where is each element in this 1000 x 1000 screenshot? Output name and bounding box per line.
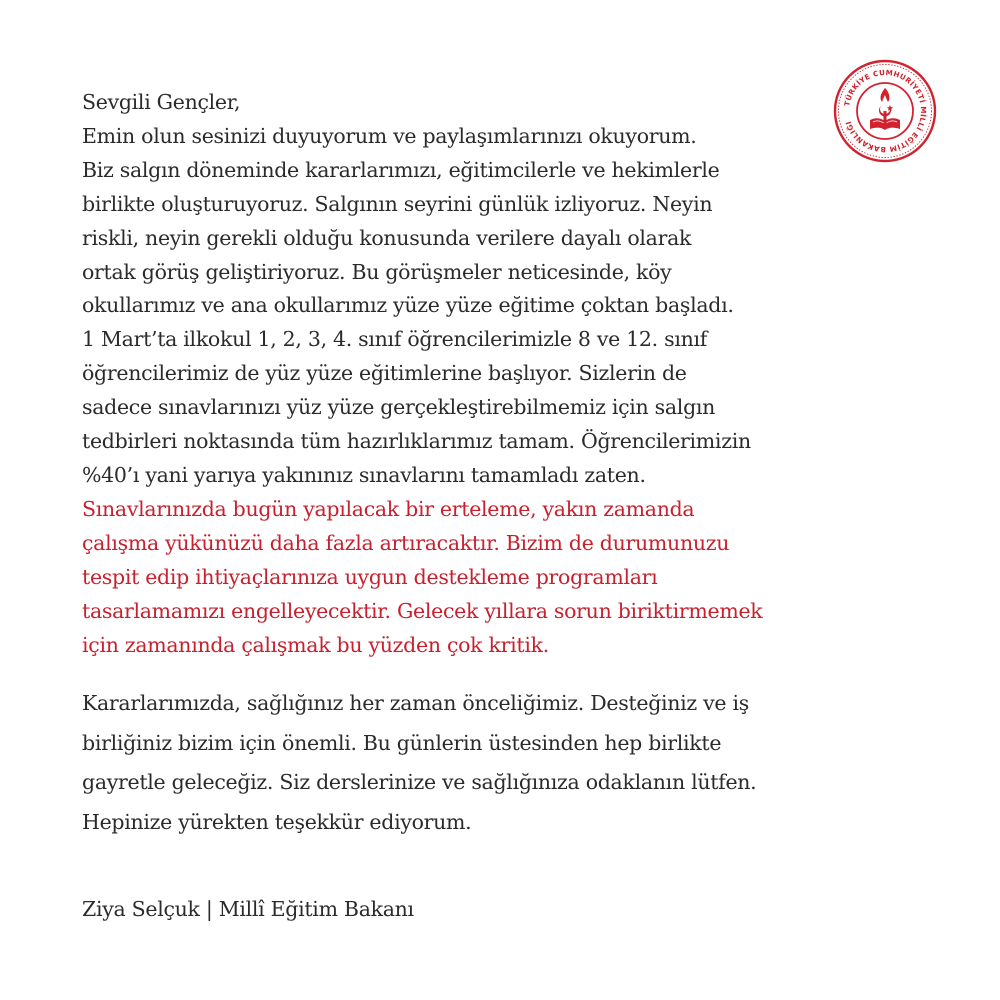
letter-line: okullarımız ve ana okullarımız yüze yüze eğitime çoktan başladı. <box>82 293 734 318</box>
letter-line: birliğiniz bizim için önemli. Bu günlerin üstesinden hep birlikte <box>82 730 722 755</box>
letter-paragraph-1 <box>82 86 882 662</box>
letter-paragraph-2 <box>82 684 882 842</box>
letter-body <box>82 86 882 842</box>
letter-line: Sevgili Gençler, <box>82 90 241 114</box>
letter-line: öğrencilerimiz de yüz yüze eğitimlerine başlıyor. Sizlerin de <box>82 361 687 386</box>
letter-line: %40’ı yani yarıya yakınınız sınavlarını tamamladı zaten. <box>82 462 646 487</box>
letter-line: tedbirleri noktasında tüm hazırlıklarımız tamam. Öğrencilerimizin <box>82 429 751 454</box>
highlighted-line: tespit edip ihtiyaçlarınıza uygun destekleme programları <box>82 564 658 589</box>
highlighted-line: için zamanında çalışmak bu yüzden çok kritik. <box>82 632 549 657</box>
signature: Ziya Selçuk | Millî Eğitim Bakanı <box>82 897 414 921</box>
highlighted-line: tasarlamamızı engelleyecektir. Gelecek yıllara sorun biriktirmemek <box>82 598 763 623</box>
letter-line: riskli, neyin gerekli olduğu konusunda verilere dayalı olarak <box>82 225 692 250</box>
highlighted-line: Sınavlarınızda bugün yapılacak bir erteleme, yakın zamanda <box>82 496 695 521</box>
letter-line: ortak görüş geliştiriyoruz. Bu görüşmeler neticesinde, köy <box>82 259 672 284</box>
seal-lettering <box>842 68 928 154</box>
letter-line: 1 Mart’ta ilkokul 1, 2, 3, 4. sınıf öğrencilerimizle 8 ve 12. sınıf <box>82 327 708 352</box>
letter-line: gayretle geleceğiz. Siz derslerinize ve sağlığınıza odaklanın lütfen. <box>82 770 757 795</box>
highlighted-line: çalışma yükünüzü daha fazla artıracaktır. Bizim de durumunuzu <box>82 530 730 555</box>
letter-line: Hepinize yürekten teşekkür ediyorum. <box>82 809 472 834</box>
seal-lettering-path: TÜRKİYE CUMHURİYETİ MİLLÎ EĞİTİM BAKANLIĞI <box>842 67 929 155</box>
letter-line: sadece sınavlarınızı yüz yüze gerçekleştirebilmemiz için salgın <box>82 395 716 420</box>
letter-line: Biz salgın döneminde kararlarımızı, eğitimcilerle ve hekimlerle <box>82 157 720 182</box>
letter-line: Emin olun sesinizi duyuyorum ve paylaşımlarınızı okuyorum. <box>82 123 697 148</box>
letter-line: Kararlarımızda, sağlığınız her zaman önceliğimiz. Desteğiniz ve iş <box>82 691 749 716</box>
ministry-seal-icon <box>832 58 938 164</box>
letter-line: birlikte oluşturuyoruz. Salgının seyrini günlük izliyoruz. Neyin <box>82 191 713 216</box>
